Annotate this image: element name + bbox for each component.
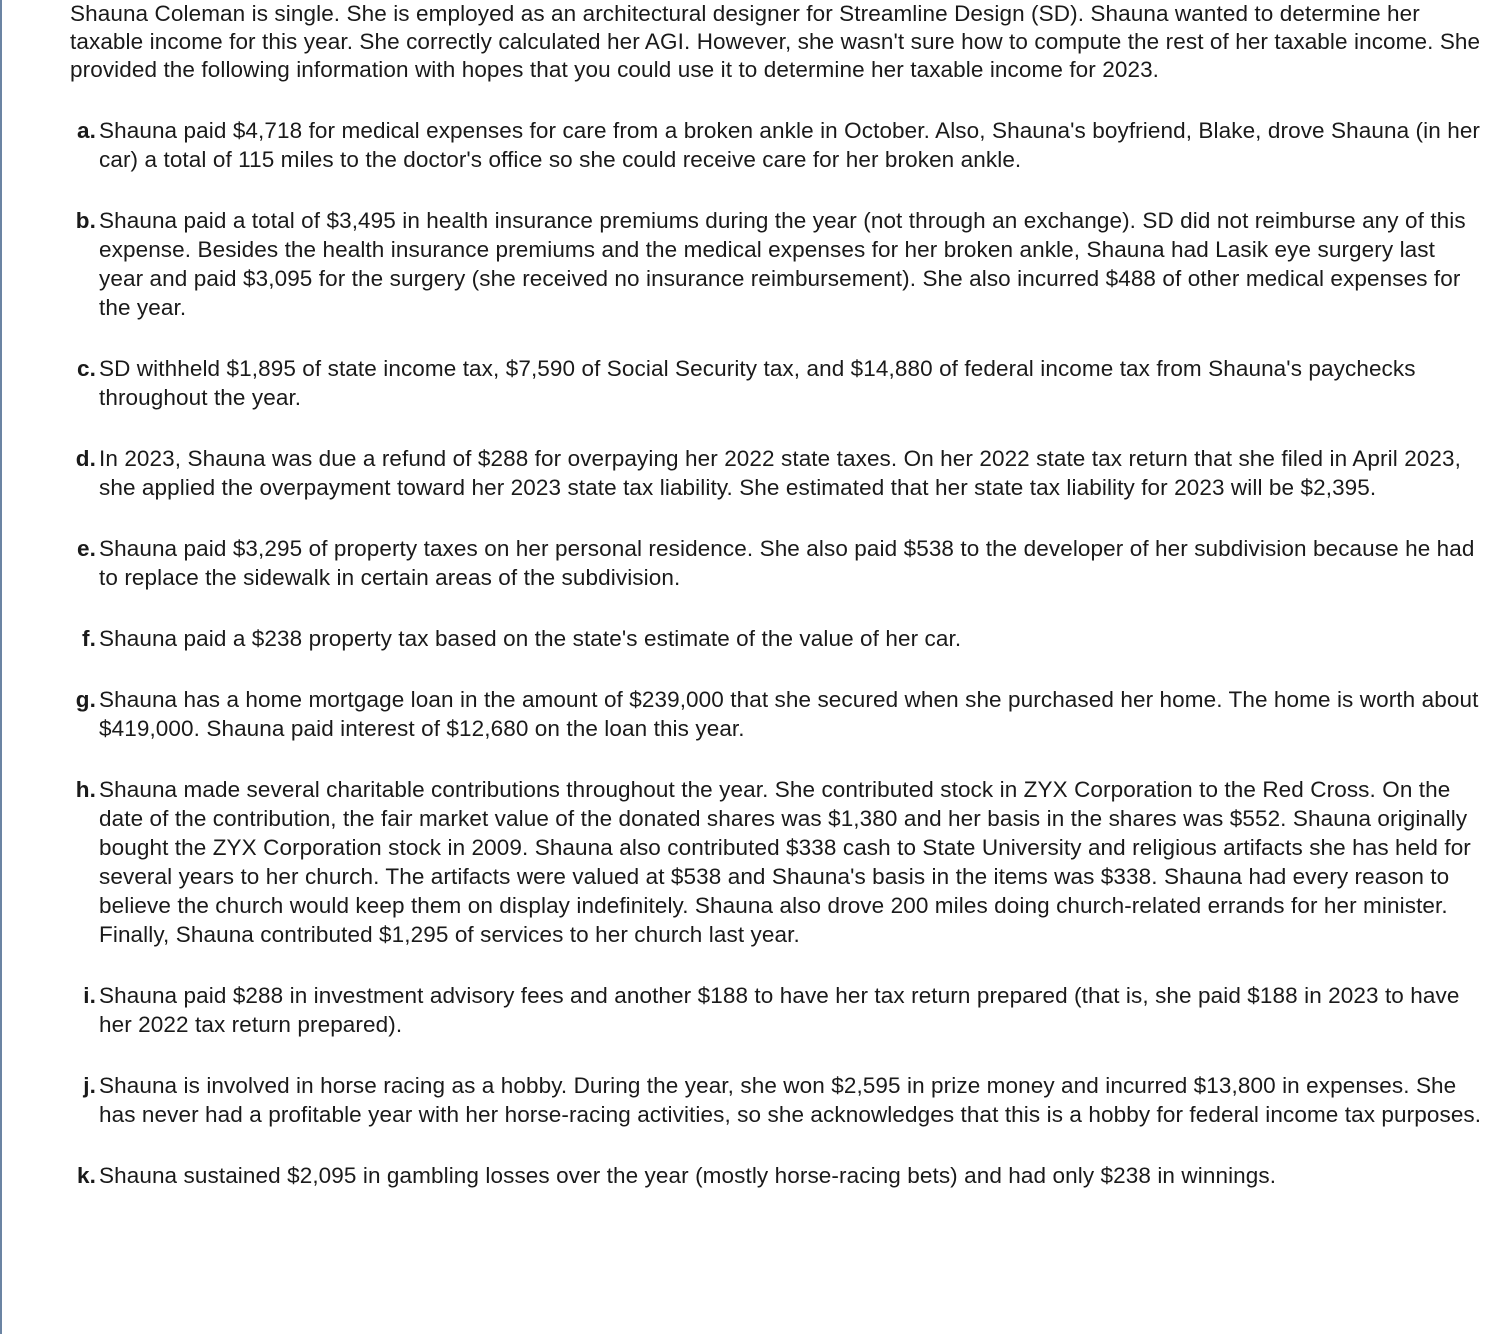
- item-text: SD withheld $1,895 of state income tax, $7,590 of Social Security tax, and $14,880 of federal income tax from Shauna's paychecks throughout the year.: [99, 356, 1416, 410]
- item-text: Shauna paid $3,295 of property taxes on her personal residence. She also paid $538 to the developer of her subdivision because he had to replace the sidewalk in certain areas of the subdivision.: [99, 536, 1475, 590]
- list-item: [70, 685, 1485, 743]
- item-letter: a.: [77, 118, 96, 143]
- list-item: [70, 206, 1485, 322]
- list-item: [70, 981, 1485, 1039]
- item-letter: b.: [75, 208, 96, 233]
- item-letter: c.: [77, 356, 96, 381]
- list-item: [70, 534, 1485, 592]
- item-text: Shauna made several charitable contributions throughout the year. She contributed stock in ZYX Corporation to the Red Cross. On the date of the contribution, the fair market value of the donated shares was $1,380 and her basis in the shares was $552. Shauna originally bought the ZYX Corporation stock in 2009. Shauna also contributed $338 cash to State University and religious artifacts she has held for several years to her church. The artifacts were valued at $538 and Shauna's basis in the items was $338. Shauna had every reason to believe the church would keep them on display indefinitely. Shauna also drove 200 miles doing church-related errands for her minister. Finally, Shauna contributed $1,295 of services to her church last year.: [99, 777, 1471, 947]
- left-border: [0, 0, 2, 1334]
- item-letter: d.: [75, 446, 96, 471]
- list-item: [70, 354, 1485, 412]
- item-text: Shauna paid $288 in investment advisory fees and another $188 to have her tax return prepared (that is, she paid $188 in 2023 to have her 2022 tax return prepared).: [99, 983, 1460, 1037]
- list-item: [70, 444, 1485, 502]
- item-letter: h.: [75, 777, 96, 802]
- item-letter: g.: [75, 687, 96, 712]
- item-list: [70, 116, 1485, 1190]
- list-item: [70, 624, 1485, 653]
- problem-statement: [70, 0, 1485, 1190]
- item-letter: f.: [82, 626, 96, 651]
- item-text: Shauna has a home mortgage loan in the amount of $239,000 that she secured when she purchased her home. The home is worth about $419,000. Shauna paid interest of $12,680 on the loan this year.: [99, 687, 1479, 741]
- item-letter: j.: [83, 1073, 96, 1098]
- list-item: [70, 1071, 1485, 1129]
- list-item: [70, 1161, 1485, 1190]
- item-text: Shauna paid $4,718 for medical expenses for care from a broken ankle in October. Also, Shauna's boyfriend, Blake, drove Shauna (in her car) a total of 115 miles to the doctor's office so she could receive care for her broken ankle.: [99, 118, 1481, 172]
- intro-paragraph: Shauna Coleman is single. She is employed as an architectural designer for Streamline Design (SD). Shauna wanted to determine her taxable income for this year. She correctly calculated her AGI. However, she wasn't sure how to compute the rest of her taxable income. She provided the following information with hopes that you could use it to determine her taxable income for 2023.: [70, 1, 1481, 82]
- item-text: In 2023, Shauna was due a refund of $288 for overpaying her 2022 state taxes. On her 2022 state tax return that she filed in April 2023, she applied the overpayment toward her 2023 state tax liability. She estimated that her state tax liability for 2023 will be $2,395.: [99, 446, 1461, 500]
- list-item: [70, 775, 1485, 949]
- list-item: [70, 116, 1485, 174]
- item-letter: e.: [77, 536, 96, 561]
- item-text: Shauna is involved in horse racing as a hobby. During the year, she won $2,595 in prize money and incurred $13,800 in expenses. She has never had a profitable year with her horse-racing activities, so she acknowledges that this is a hobby for federal income tax purposes.: [99, 1073, 1482, 1127]
- item-letter: k.: [77, 1163, 96, 1188]
- item-text: Shauna paid a $238 property tax based on the state's estimate of the value of her car.: [99, 626, 962, 651]
- item-letter: i.: [83, 983, 96, 1008]
- item-text: Shauna paid a total of $3,495 in health insurance premiums during the year (not through an exchange). SD did not reimburse any of this expense. Besides the health insurance premiums and the medical expenses for her broken ankle, Shauna had Lasik eye surgery last year and paid $3,095 for the surgery (she received no insurance reimbursement). She also incurred $488 of other medical expenses for the year.: [99, 208, 1466, 320]
- item-text: Shauna sustained $2,095 in gambling losses over the year (mostly horse-racing bets) and had only $238 in winnings.: [99, 1163, 1277, 1188]
